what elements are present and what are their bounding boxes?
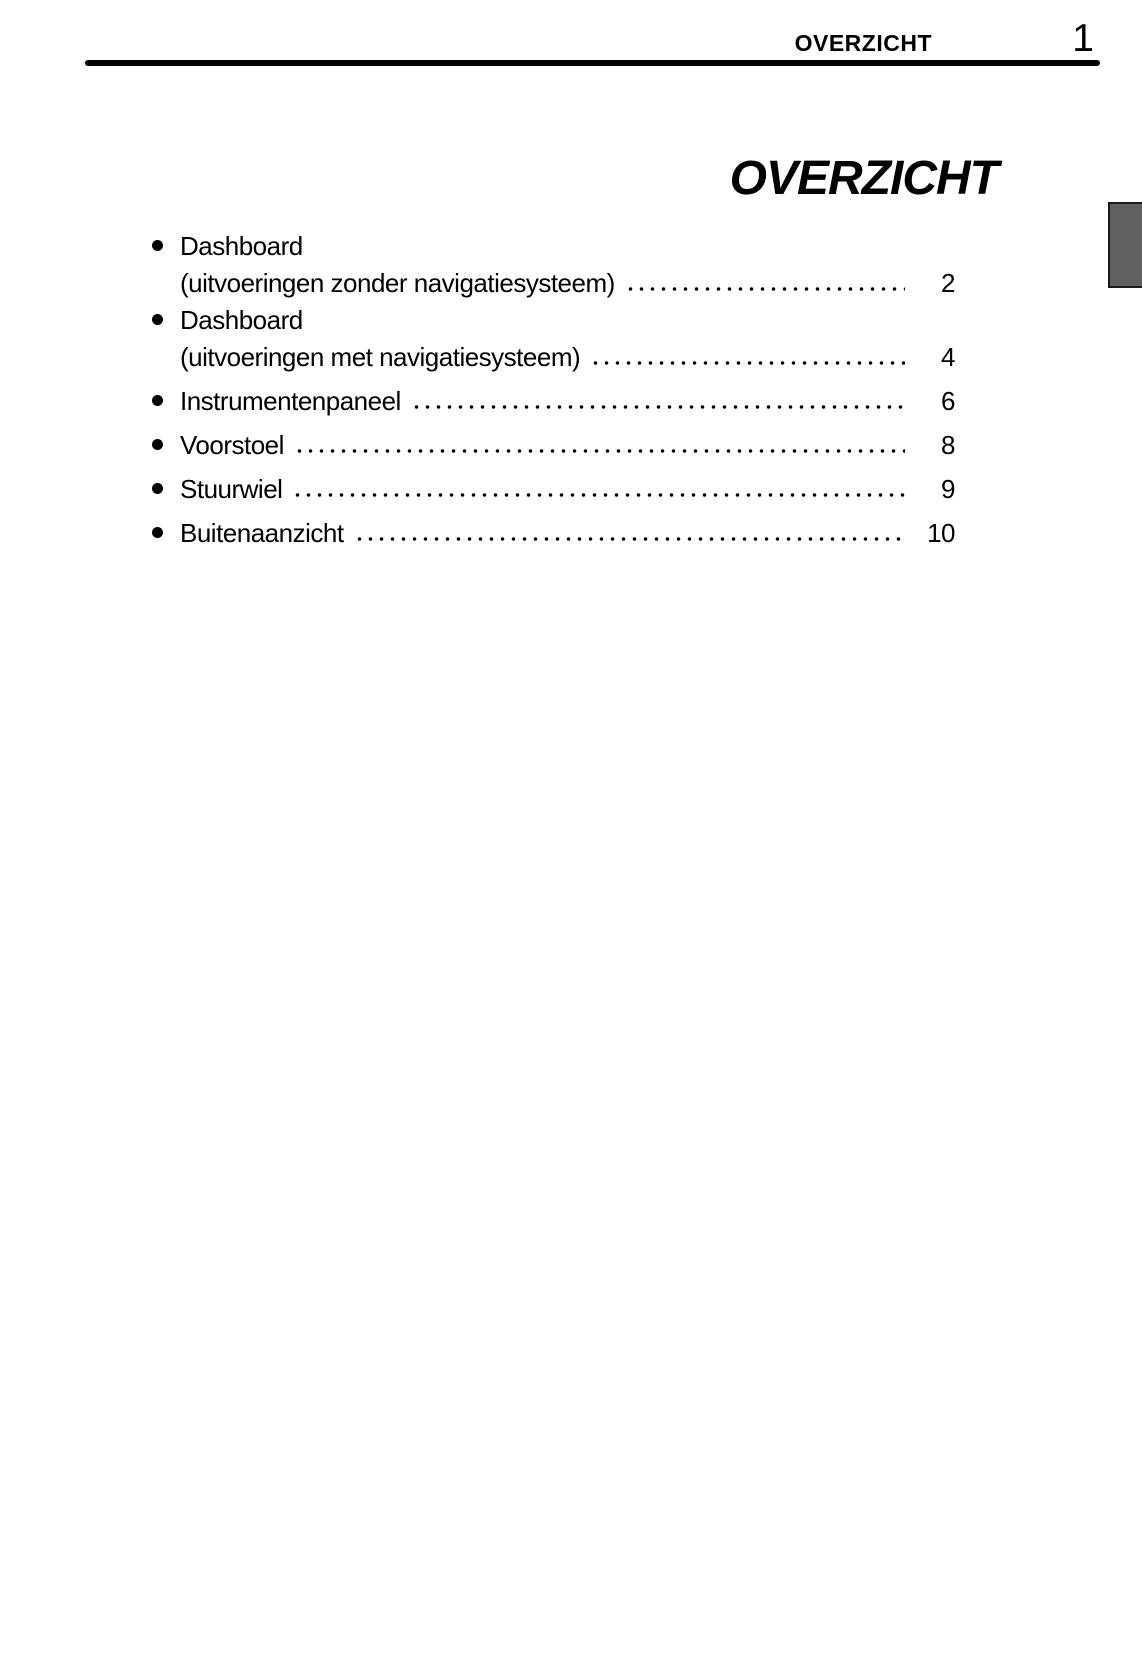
leader-dots (294, 448, 905, 454)
bullet-icon (152, 314, 163, 325)
leader-dots (411, 404, 905, 410)
toc-entry-page: 8 (941, 430, 955, 460)
toc-entry-label: Dashboard (180, 231, 303, 261)
toc-row (152, 339, 955, 376)
leader-dots (292, 492, 905, 498)
toc-entry-label: Voorstoel (180, 430, 284, 460)
toc-row (152, 427, 955, 464)
toc-entry-dashboard-zonder-nav (152, 228, 955, 302)
header-rule (85, 60, 1100, 66)
toc-row (152, 265, 955, 302)
toc-entry-label: Buitenaanzicht (180, 518, 344, 548)
toc-row (152, 302, 955, 339)
toc-entry-page: 6 (941, 386, 955, 416)
bullet-icon (152, 439, 163, 450)
toc-entry-dashboard-met-nav (152, 302, 955, 376)
toc-entry-voorstoel (152, 427, 955, 464)
leader-dots (625, 286, 905, 292)
header-page-number: 1 (1072, 17, 1094, 60)
toc-entry-sublabel: (uitvoeringen zonder navigatiesysteem) (180, 268, 615, 298)
toc-entry-page: 10 (927, 518, 955, 548)
toc-entry-label: Instrumentenpaneel (180, 386, 401, 416)
leader-dots (590, 360, 905, 366)
toc-entry-page: 2 (941, 268, 955, 298)
chapter-title: OVERZICHT (729, 152, 998, 205)
toc-list (152, 228, 955, 552)
bullet-icon (152, 483, 163, 494)
toc-row (152, 383, 955, 420)
toc-entry-stuurwiel (152, 471, 955, 508)
toc-entry-sublabel: (uitvoeringen met navigatiesysteem) (180, 342, 581, 372)
toc-entry-page: 9 (941, 474, 955, 504)
chapter-thumb-tab (1108, 202, 1142, 288)
bullet-icon (152, 395, 163, 406)
toc-row (152, 471, 955, 508)
bullet-icon (152, 240, 163, 251)
bullet-icon (152, 527, 163, 538)
toc-entry-page: 4 (941, 342, 955, 372)
toc-row (152, 515, 955, 552)
toc-entry-label: Dashboard (180, 305, 303, 335)
leader-dots (354, 536, 905, 542)
toc-entry-instrumentenpaneel (152, 383, 955, 420)
toc-entry-label: Stuurwiel (180, 474, 283, 504)
header-section-label: OVERZICHT (794, 30, 932, 56)
toc-entry-buitenaanzicht (152, 515, 955, 552)
toc-row (152, 228, 955, 265)
